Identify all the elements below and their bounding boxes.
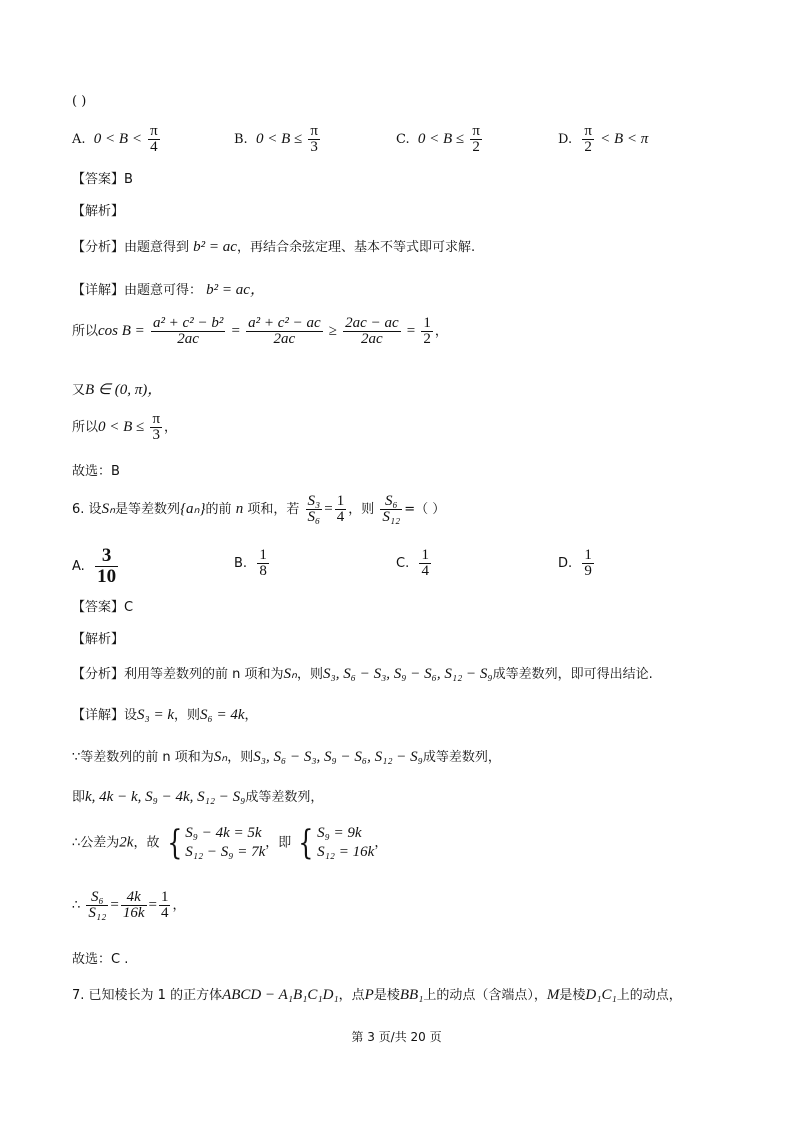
option-label: C. <box>396 132 410 147</box>
q5-answer: 【答案】B <box>72 172 133 187</box>
q6-choice: 故选：C . <box>72 952 129 967</box>
option-lhs: 0 < B ≤ <box>417 131 465 147</box>
q6-option-b: B. $\frac{1}{8}$ <box>234 547 267 579</box>
option-fraction: $\frac{\pi}{2}$ <box>472 123 480 155</box>
option-label: A. <box>72 132 86 147</box>
option-fraction: $\frac{\pi}{3}$ <box>310 123 318 155</box>
option-fraction: $\frac{\pi}{2}$ <box>584 123 592 155</box>
q5-option-a <box>72 124 162 155</box>
q6-xiangjie: 【详解】设S₃ = k，则S₆ = 4k， <box>72 707 258 723</box>
option-lhs: 0 < B < <box>93 131 142 147</box>
q6-line2: ∵等差数列的前 n 项和为Sₙ，则S₃, S₆ − S₃, S₉ − S₆, S₁₂ − S₉成等差数列， <box>72 749 501 765</box>
q6-option-d: D. $\frac{1}{9}$ <box>558 547 592 579</box>
q5-paren: ( ) <box>72 94 87 109</box>
q5-cos-line: 所以cos B = $\frac{\text{a² + c² − b²}}{2ac}$ = $\frac{\text{a² + c² − ac}}{2ac}$ ≥ $\frac{2ac - ac}{2ac}$ = $\frac{1}{2}$ ， <box>72 315 448 347</box>
q5-result-line: 所以0 < B ≤ $\frac{\pi}{3}$ ， <box>72 411 178 443</box>
q6-fenxi: 【分析】利用等差数列的前 n 项和为Sₙ，则S₃, S₆ − S₃, S₉ − S₆, S₁₂ − S₉成等差数列，即可得出结论. <box>72 666 653 682</box>
page-footer: 第 3 页/共 20 页 <box>351 1030 442 1044</box>
q6-line3: 即k, 4k − k, S₉ − 4k, S₁₂ − S₉成等差数列， <box>72 789 324 805</box>
q7-stem: 7. 已知棱长为 1 的正方体ABCD − A₁B₁C₁D₁，点P是棱BB₁上的动点（含端点），M是棱D₁C₁上的动点， <box>72 987 682 1003</box>
q5-fenxi: 【分析】由题意得到 b² = ac，再结合余弦定理、基本不等式即可求解. <box>72 239 476 255</box>
q6-line4: ∴公差为2k，故 { S₉ − 4k = 5k S₁₂ − S₉ = 7k ，即 { S₉ = 9k S₁₂ = 16k ， <box>72 823 388 863</box>
q5-option-b <box>234 124 322 155</box>
q6-option-c: C. $\frac{1}{4}$ <box>396 547 429 579</box>
q6-option-a: A. $\frac{3}{10}$ <box>72 545 117 587</box>
q5-analysis-tag: 【解析】 <box>72 204 125 219</box>
option-label: B. <box>234 132 248 147</box>
equation-system-1: S₉ − 4k = 5k S₁₂ − S₉ = 7k <box>185 825 266 860</box>
option-lhs: 0 < B ≤ <box>255 131 303 147</box>
q5-option-d <box>558 124 648 155</box>
q6-analysis-tag: 【解析】 <box>72 632 125 647</box>
option-rhs: < B < π <box>600 131 649 147</box>
q6-answer: 【答案】C <box>72 600 134 615</box>
q6-line5: ∴ $\frac{\text{S₆}}{\text{S₁₂}}$ = $\frac{4k}{16k}$ = $\frac{1}{4}$ ， <box>72 889 186 921</box>
equation-system-2: S₉ = 9k S₁₂ = 16k <box>317 825 375 860</box>
q5-option-c <box>396 124 484 155</box>
option-fraction: $\frac{\pi}{4}$ <box>150 123 158 155</box>
q6-stem: 6. 设Sₙ是等差数列{aₙ}的前 n 项和，若 $\frac{\text{S₃}}{\text{S₆}}$ = $\frac{1}{4}$ ，则 $\frac{\text{S₆}}{\text{S₁₂}}$ =（ ） <box>72 493 446 525</box>
q5-choice: 故选：B <box>72 464 120 479</box>
q5-domain-line: 又B ∈ (0, π)， <box>72 382 163 398</box>
q5-xiangjie: 【详解】由题意可得： b² = ac， <box>72 282 265 298</box>
option-label: D. <box>558 132 573 147</box>
